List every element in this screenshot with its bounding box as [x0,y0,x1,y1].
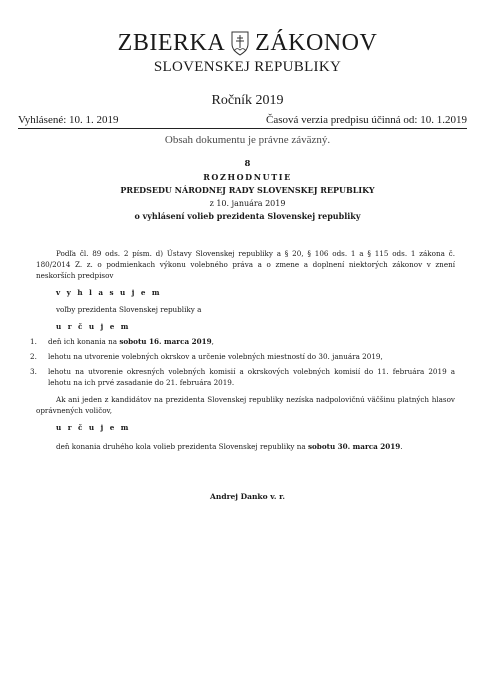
legal-basis-paragraph: Podľa čl. 89 ods. 2 písm. d) Ústavy Slovenskej republiky a § 20, § 106 ods. 1 a § 115 ods. 1 zákona č. 180/2014 Z. z. o podmienkach výkonu volebného práva a o zmene a doplnení niektorých zákonov v znení neskorších predpisov [36,249,455,280]
header-divider [18,128,467,129]
determine-word-2: u r č u j e m [56,423,131,432]
list-item-number: 3. [30,367,37,376]
document-body [30,248,455,452]
second-round-paragraph [56,441,455,452]
second-round-text: deň konania druhého kola volieb prezidenta Slovenskej republiky na [56,442,308,451]
masthead [0,30,495,76]
title-right: ZÁKONOV [255,30,378,56]
document-subject: o vyhlásení volieb prezidenta Slovenskej republiky [134,211,361,221]
list-item-text: lehotu na utvorenie okresných volebných komisií a okrskových volebných komisií do 11. februára 2019 a lehotu na ich prvé zasadanie do 21. februára 2019. [48,367,455,387]
document-number: 8 [244,159,251,169]
document-heading [0,158,495,223]
declare-text: voľby prezidenta Slovenskej republiky a [56,305,202,314]
list-item-suffix: , [211,337,214,346]
second-round-suffix: . [400,442,403,451]
validity-note: Obsah dokumentu je právne záväzný. [164,134,331,146]
list-item [30,351,455,362]
effective-version: Časová verzia predpisu účinná od: 10. 1.2019 [265,114,467,126]
list-item-number: 2. [30,352,37,361]
list-item-text: lehotu na utvorenie volebných okrskov a určenie volebných miestností do 30. januára 2019, [48,352,383,361]
signature: Andrej Danko v. r. [210,492,285,501]
announced-date: Vyhlásené: 10. 1. 2019 [18,114,119,126]
masthead-title [0,30,495,56]
coat-of-arms-icon [231,30,249,56]
declare-word: v y h l a s u j e m [56,288,162,297]
list-item-text: deň ich konania na [48,337,120,346]
masthead-subtitle: SLOVENSKEJ REPUBLIKY [153,59,342,75]
title-left: ZBIERKA [117,30,226,56]
second-round-date: sobotu 30. marca 2019 [307,442,401,451]
determine-word-1: u r č u j e m [56,322,131,331]
list-item [30,336,455,347]
list-item-bold: sobotu 16. marca 2019 [119,337,212,346]
document-kind: ROZHODNUTIE [203,172,292,182]
document-date: z 10. januára 2019 [209,199,286,208]
condition-paragraph: Ak ani jeden z kandidátov na prezidenta Slovenskej republiky nezíska nadpolovičnú väčšinu platných hlasov oprávnených voličov, [36,395,455,415]
list-item [30,366,455,388]
volume-year: Ročník 2019 [211,93,284,108]
document-issuer: PREDSEDU NÁRODNEJ RADY SLOVENSKEJ REPUBLIKY [120,185,375,195]
publication-meta [18,114,467,126]
determination-list [30,336,455,388]
list-item-number: 1. [30,337,37,346]
